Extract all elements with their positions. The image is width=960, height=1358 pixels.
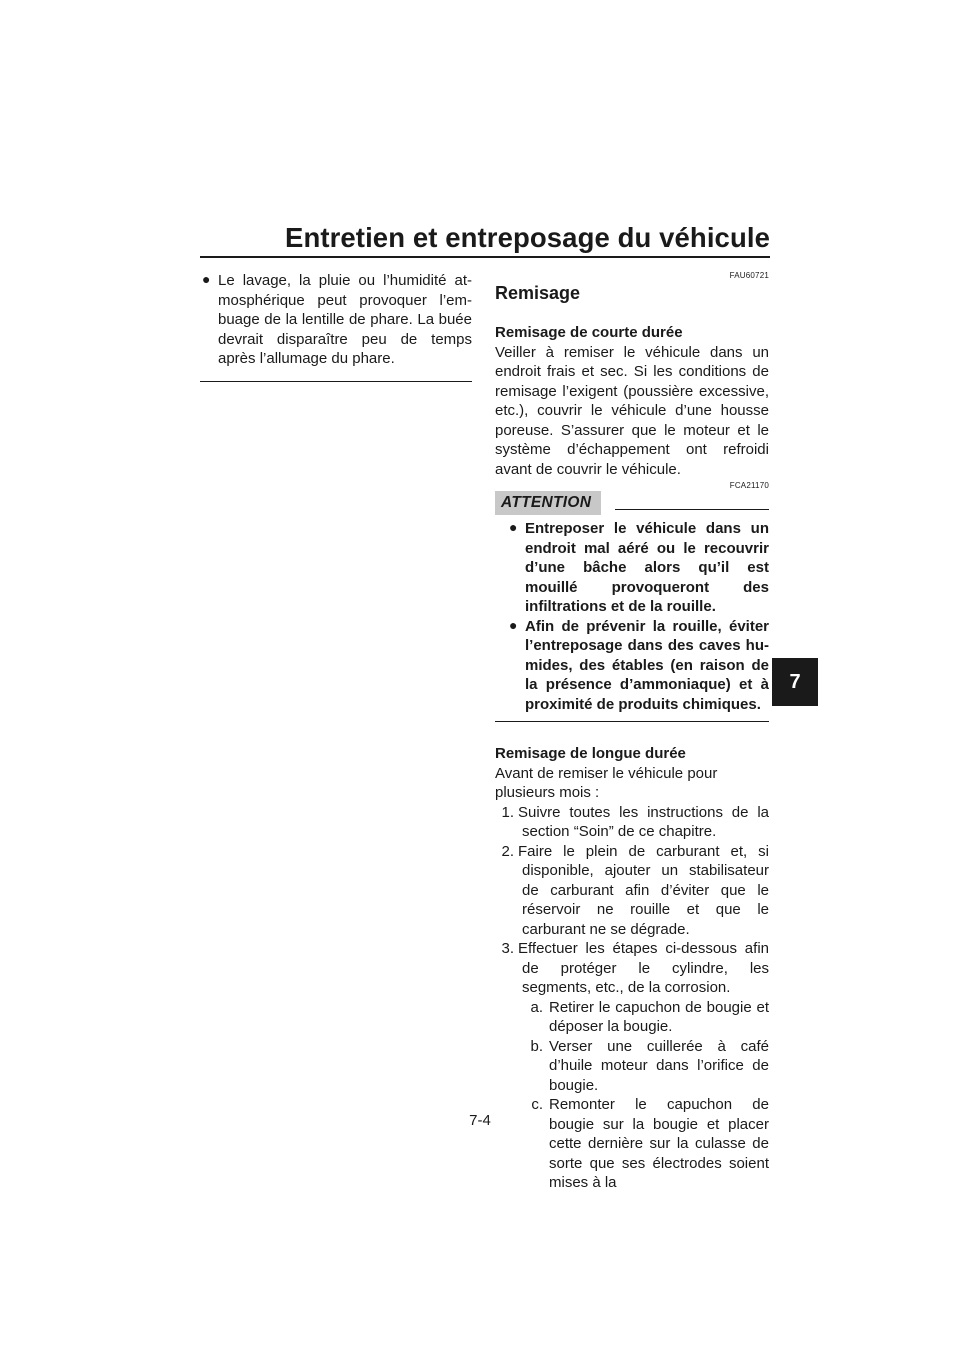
section-code: FAU60721 — [729, 271, 769, 280]
section-end-rule — [200, 381, 472, 382]
page-header-title: Entretien et entreposage du véhicule — [285, 222, 770, 253]
step-number: 1. — [501, 803, 514, 821]
attention-list — [495, 519, 769, 714]
substep-letter: c. — [531, 1096, 543, 1113]
step-number: 2. — [501, 842, 514, 860]
attention-label: ATTENTION — [495, 491, 601, 515]
step-text: Effectuer les étapes ci-dessous afin de protéger le cylindre, les segments, etc., de la corrosion. — [518, 940, 769, 996]
bullet-icon: ● — [509, 616, 518, 633]
bullet-icon: ● — [509, 519, 518, 535]
steps-list — [495, 803, 769, 998]
long-term-intro: Avant de remiser le véhicule pour plusieurs mois : — [495, 764, 718, 801]
attention-rule — [615, 509, 769, 510]
list-item — [507, 617, 769, 715]
bullet-icon: ● — [202, 271, 211, 287]
list-item — [495, 939, 769, 998]
short-term-title: Remisage de courte durée — [495, 324, 683, 341]
list-item — [530, 1037, 769, 1096]
short-term-text: Veiller à remiser le véhicule dans un endroit frais et sec. Si les conditions de remisage l’exigent (poussière excessive, etc.), couvrir le véhicule d’une housse poreuse. S’assurer que le moteur et le système d’échappement ont refroidi avant de couvrir le véhicule. — [495, 343, 769, 478]
list-item — [495, 842, 769, 940]
substep-letter: b. — [530, 1037, 543, 1055]
step-text: Faire le plein de carburant et, si disponible, ajouter un stabilisateur de carburant afin d’éviter que le réservoir ne rouille et que le carburant ne se dégrade. — [518, 842, 769, 938]
section-title: Remisage — [495, 283, 581, 303]
list-item — [495, 803, 769, 842]
header-rule — [200, 256, 770, 258]
substep-letter: a. — [530, 998, 543, 1016]
substep-text: Remonter le capuchon de bougie sur la bougie et placer cette dernière sur la culasse de sorte que ses électrodes soient mises à la — [549, 1096, 769, 1191]
attention-item-text: Entreposer le véhicule dans un endroit mal aéré ou le recouvrir d’une bâche alors qu’il est mouillé provoqueront des infiltrations et de la rouille. — [525, 520, 769, 615]
list-item — [200, 271, 472, 369]
list-item — [530, 998, 769, 1037]
page-number: 7-4 — [469, 1112, 491, 1129]
list-item — [531, 1095, 769, 1193]
step-number: 3. — [501, 940, 514, 957]
attention-header — [495, 491, 769, 515]
right-column — [495, 271, 769, 1193]
step-text: Suivre toutes les instructions de la section “Soin” de ce chapitre. — [518, 803, 769, 840]
substep-text: Verser une cuillerée à café d’huile moteur dans l’orifice de bougie. — [549, 1037, 769, 1094]
substeps-list — [495, 998, 769, 1193]
bullet-text: Le lavage, la pluie ou l’humidité atmosphérique peut provoquer l’embuage de la lentille de phare. La buée devrait disparaître peu de temps après l’allumage du phare. — [218, 272, 472, 367]
substep-text: Retirer le capuchon de bougie et déposer la bougie. — [549, 998, 769, 1035]
attention-code: FCA21170 — [729, 481, 769, 490]
long-term-title: Remisage de longue durée — [495, 745, 686, 762]
list-item — [507, 519, 769, 617]
attention-item-text: Afin de prévenir la rouille, éviter l’entreposage dans des caves humides, des étables (en raison de la présence d’ammoniaque) et à proximité de produits chimiques. — [525, 617, 769, 713]
chapter-tab: 7 — [772, 658, 818, 706]
left-column — [200, 271, 472, 382]
